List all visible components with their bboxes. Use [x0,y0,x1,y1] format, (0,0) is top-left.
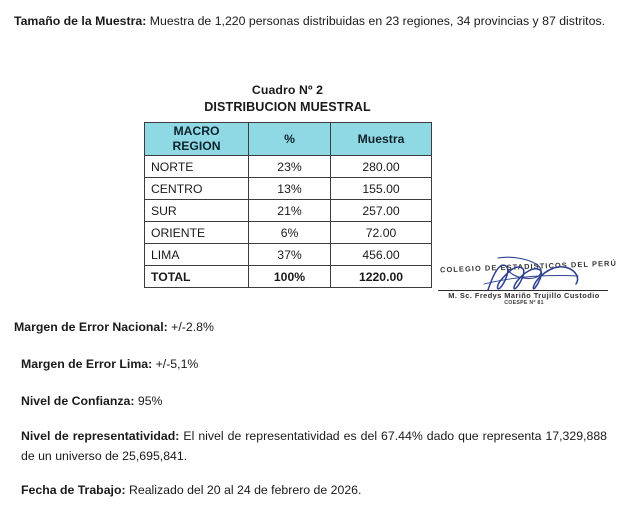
table-body [145,156,432,288]
table-title: Cuadro Nº 2 [251,83,324,97]
cell-region: CENTRO [145,178,249,200]
work-date-label: Fecha de Trabajo: [21,483,126,497]
cell-sample: 72.00 [331,222,432,244]
cell-region: NORTE [145,156,249,178]
cell-percent: 21% [249,200,331,222]
sample-size-text: Muestra de 1,220 personas distribuidas en 23 regiones, 34 provincias y 87 distritos. [146,14,606,28]
column-header-percent: % [249,123,331,156]
table-total-row [145,266,432,288]
representativity-paragraph [21,427,607,467]
representativity-text: El nivel de representatividad es del 67.44% dado que representa 17,329,888 de un universo de 25,695,841. [21,429,607,463]
work-date-value: Realizado del 20 al 24 de febrero de 2026. [125,483,362,497]
table-row [145,222,432,244]
stamp-signer-name: M. Sc. Fredys Mariño Trujillo Custodio [448,291,600,300]
table-head [145,123,432,156]
margin-error-lima [21,355,198,375]
cell-total-sample: 1220.00 [331,266,432,288]
cell-percent: 13% [249,178,331,200]
sample-size-label: Tamaño de la Muestra: [14,14,147,28]
confidence-level-label: Nivel de Confianza: [21,394,135,408]
cell-total-percent: 100% [249,266,331,288]
work-date [21,481,361,501]
table-subtitle: DISTRIBUCION MUESTRAL [204,100,371,115]
signature-stamp [436,252,632,314]
table-row [145,244,432,266]
distribution-table [144,122,432,288]
margin-error-lima-label: Margen de Error Lima: [21,357,153,371]
distribution-table-block [144,82,431,288]
column-header-macro-region-line1: MACRO [173,124,220,139]
stamp-signer-code: COESPE Nº 81 [504,300,544,306]
cell-sample: 155.00 [331,178,432,200]
column-header-macro-region [145,123,249,156]
cell-total-label: TOTAL [145,266,249,288]
cell-sample: 257.00 [331,200,432,222]
margin-error-national [14,318,214,338]
table-row [145,200,432,222]
cell-percent: 6% [249,222,331,244]
cell-sample: 456.00 [331,244,432,266]
table-row [145,178,432,200]
column-header-macro-region-line2: REGION [172,139,221,154]
column-header-sample: Muestra [331,123,432,156]
cell-percent: 23% [249,156,331,178]
table-row [145,156,432,178]
confidence-level [21,392,162,412]
margin-error-national-value: +/-2.8% [167,320,214,334]
sample-size-paragraph [14,12,626,32]
cell-percent: 37% [249,244,331,266]
representativity-label: Nivel de representatividad: [21,429,180,443]
table-header-row [145,123,432,156]
margin-error-national-label: Margen de Error Nacional: [14,320,168,334]
cell-region: SUR [145,200,249,222]
cell-sample: 280.00 [331,156,432,178]
confidence-level-value: 95% [134,394,163,408]
cell-region: LIMA [145,244,249,266]
stamp-organization-text: COLEGIO DE ESTADISTICOS DEL PERÚ [439,258,618,275]
cell-region: ORIENTE [145,222,249,244]
margin-error-lima-value: +/-5,1% [152,357,199,371]
